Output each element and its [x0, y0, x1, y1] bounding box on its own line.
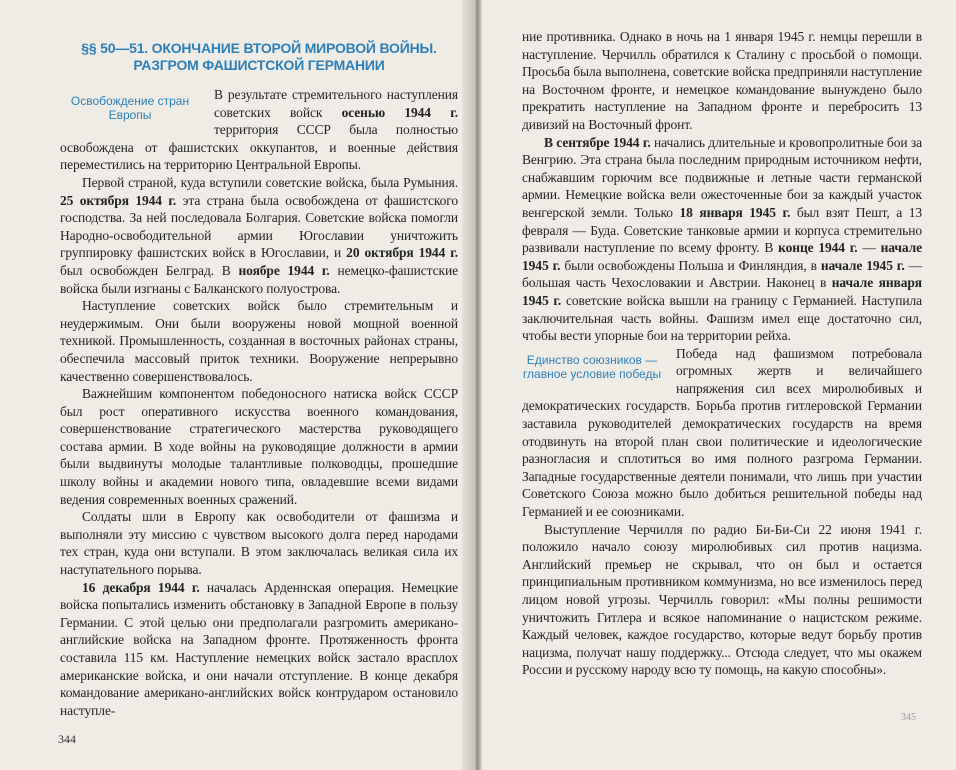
text: начались длительные и кровопролитные бои за Венгрию. Эта страна была последним природным источником нефти, снабжавшим горючим все подвижные и летные части германской армии. Немецкие войска вели ожесточенные бои за каждый участок венгерской земли. Только	[522, 134, 922, 220]
bold-date: 20 октября 1944 г.	[346, 245, 459, 261]
bold-date: конце 1944 г.	[778, 240, 858, 256]
section-title	[60, 40, 458, 74]
bold-date: В сентябре 1944 г.	[544, 134, 651, 150]
text: — большая часть Чехословакии и Австрии. Наконец в	[522, 257, 922, 291]
text: В результате стремительного наступления советских войск	[214, 87, 458, 120]
text: эта страна была освобождена от фашистского господства. За ней последовала Болгария. Советские войска помогли Народно-освободительной армии Югославии уничтожить группировку фашистских войск в Югославии, и	[60, 192, 459, 261]
left-page	[0, 0, 472, 770]
page-number-right: 345	[901, 712, 916, 723]
text: были освобождены Польша и Финляндия, в	[560, 257, 821, 273]
text: немецко-фашистские войска были изгнаны с Балканского полуострова.	[60, 262, 458, 296]
bold-date: начале января 1945 г.	[522, 275, 922, 308]
paragraph: Солдаты шли в Европу как освободители от фашизма и выполняли эту миссию с чувством высокого долга перед народами тех стран, куда они вступали. В этом заключалась великая сила их наступательного порыва.	[60, 509, 458, 578]
text: территория СССР была полностью освобождена от фашистских оккупантов, и военные действия переместились на территорию Центральной Европы.	[60, 122, 458, 173]
paragraph: Наступление советских войск было стремительным и неудержимым. Они были вооружены новой мощной военной техникой. Промышленность, созданная в восточных районах страны, обеспечила массовый приток техники. Вооружение непрерывно качественно совершенствовалось.	[60, 298, 458, 384]
text: был освобожден Белград. В	[60, 262, 239, 278]
paragraph	[60, 174, 458, 297]
bold-date: начале 1945 г.	[820, 257, 905, 273]
text: началась Арденнская операция. Немецкие войска попытались изменить обстановку в Западной Европе в пользу Германии. С этой целью они предполагали разгромить американо-английские войска на Западном фронте. Протяженность фронта составила 115 км. Наступление немецких войск застало врасплох американские войска, и они начали отступление. В конце декабря командование американо-английских войск контрударом остановило наступле-	[60, 579, 458, 718]
text: Первой страной, куда вступили советские войска, была Румыния.	[82, 174, 458, 190]
bold-date: начале 1945 г.	[522, 240, 923, 273]
paragraph: Выступление Черчилля по радио Би-Би-Си 22 июня 1941 г. положило начало союзу миролюбивых сил против нацизма. Английский премьер не скрывал, что он был и остается принципиальным противником коммунизма, но все изменилось перед лицом новой угрозы. Черчилль говорил: «Мы полны решимости уничтожить Гитлера и всякое напоминание о нацистском режиме. Каждый человек, каждое государство, которые ведут борьбу против нацизма, получат нашу поддержку... Отсюда следует, что мы окажем России и русскому народу всю ту помощь, на какую способны».	[522, 521, 922, 678]
side-heading-allies: Единство союзников — главное условие победы	[522, 352, 662, 381]
bold-date: 25 октября 1944 г.	[60, 192, 177, 208]
section-title-line-1: §§ 50—51. ОКОНЧАНИЕ ВТОРОЙ МИРОВОЙ ВОЙНЫ.	[81, 40, 437, 56]
right-page	[482, 0, 956, 770]
side-heading-liberation: Освобождение стран Европы	[70, 94, 190, 122]
text: был взят Пешт, а 13 февраля — Буда. Советские танковые армии и корпуса стремительно развивали наступление по всему фронту. В	[522, 204, 922, 256]
section-title-line-2: РАЗГРОМ ФАШИСТСКОЙ ГЕРМАНИИ	[133, 57, 385, 73]
bold-date: осенью 1944 г.	[341, 104, 459, 120]
bold-date: 16 декабря 1944 г.	[82, 579, 200, 595]
paragraph: Победа над фашизмом потребовала огромных жертв и величайшего напряжения сил всех миролюбивых и демократических государств. Борьба против гитлеровской Германии заставила руководителей демократических государств на время отодвинуть на второй план свои политические и идеологические разногласия и сплотиться во имя полного разгрома Германии. Западные государственные деятели понимали, что лишь при участии Советского Союза можно было добиться решительной победы над Германией и ее союзниками.	[522, 345, 922, 520]
page-number-left: 344	[58, 732, 76, 746]
text: —	[857, 240, 881, 256]
paragraph	[60, 579, 458, 720]
bold-date: ноябре 1944 г.	[238, 262, 330, 278]
paragraph: Важнейшим компонентом победоносного натиска войск СССР был рост оперативного искусства военного командования, совершенствование стратегического мастерства руководящего состава армии. В ходе войны на руководящие должности в армии были выдвинуты молодые талантливые полководцы, прошедшие школу войны и академии нового типа, овладевшие всеми видами ведения современных военных сражений.	[60, 386, 458, 507]
text: советские войска вышли на границу с Германией. Наступила заключительная часть войны. Фашизм имел еще достаточно сил, чтобы вести упорные бои на территории рейха.	[522, 292, 922, 344]
bold-date: 18 января 1945 г.	[679, 204, 791, 220]
paragraph: ние противника. Однако в ночь на 1 января 1945 г. немцы перешли в наступление. Черчилль обратился к Сталину с просьбой о помощи. Просьба была выполнена, советские войска предприняли наступление на Восточном фронте, и немецкое командование вынуждено было прекратить наступление на Западном фронте и перебросить 13 дивизий на Восточный фронт.	[522, 29, 922, 132]
paragraph	[522, 134, 922, 345]
